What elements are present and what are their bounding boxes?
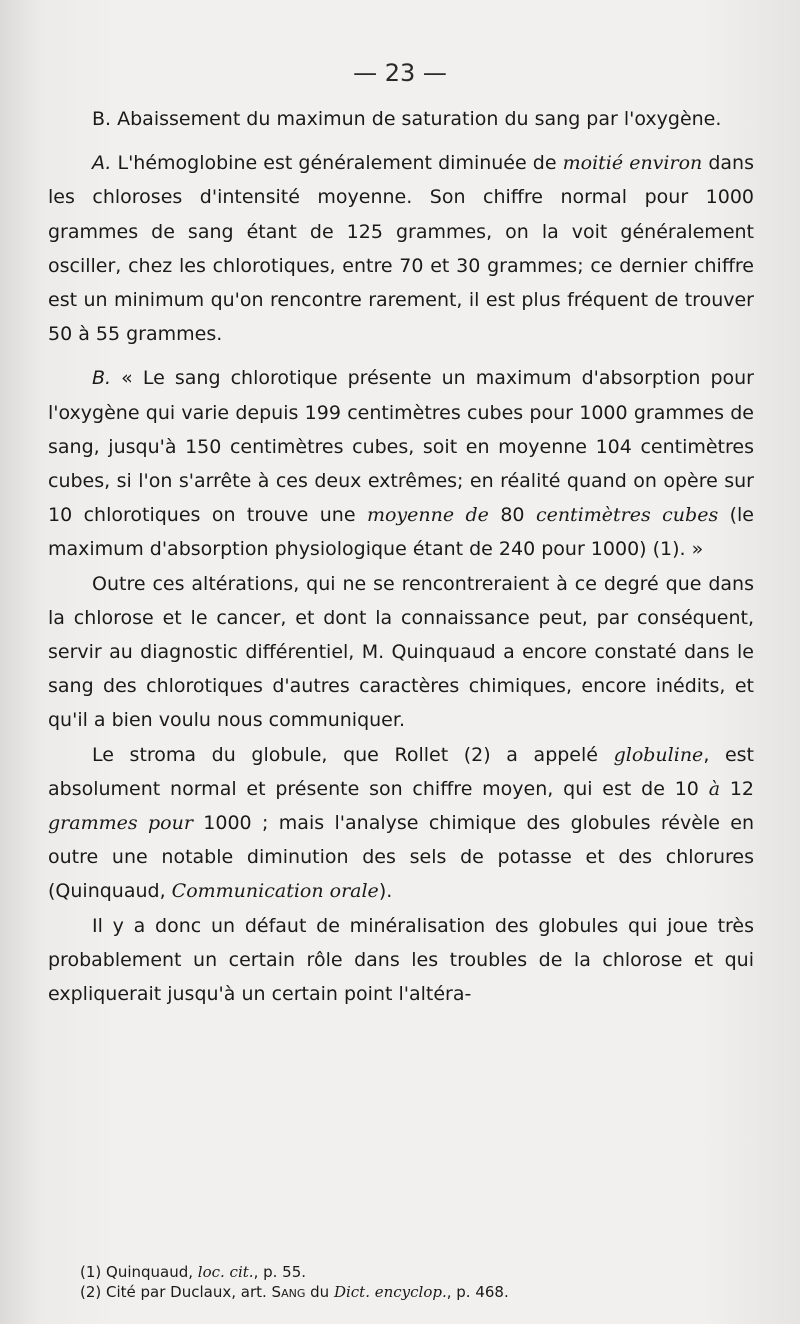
italic-run: globuline bbox=[613, 743, 704, 766]
text-run: , p. 468. bbox=[446, 1283, 509, 1301]
italic-run: loc. cit. bbox=[197, 1263, 254, 1281]
page-body bbox=[48, 102, 754, 1011]
text-run: dans les chloroses d'intensité moyenne. Son chiffre normal pour 1000 grammes de sang étant de 125 grammes, on la voit généralement osciller, chez les chlorotiques, entre 70 et 30 grammes; ce dernier chiffre est un minimum qu'on rencontre rarement, il est plus fréquent de trouver 50 à 55 grammes. bbox=[48, 152, 755, 346]
text-run: 1000 ; mais l'analyse chimique des globules révèle en outre une notable diminution des sels de potasse et des chlorures (Quinquaud, bbox=[48, 812, 754, 903]
paragraph-label: B. bbox=[92, 367, 112, 390]
paragraph-alterations: Outre ces altérations, qui ne se rencontreraient à ce degré que dans la chlorose et le cancer, et dont la connaissance peut, par conséquent, servir au diagnostic différentiel, M. Quinquaud a encore constaté dans le sang des chlorotiques d'autres caractères chimiques, encore inédits, et qu'il a bien voulu nous communiquer. bbox=[48, 572, 754, 732]
text-run: (le maximum d'absorption physiologique étant de 240 pour 1000) (1). » bbox=[48, 504, 754, 561]
text-run: du bbox=[305, 1283, 334, 1301]
text-run: , est absolument normal et présente son chiffre moyen, qui est de 10 bbox=[48, 743, 755, 800]
italic-run: moyenne de bbox=[366, 504, 489, 527]
paragraph-label: A. bbox=[92, 152, 112, 175]
italic-run: à bbox=[708, 777, 721, 800]
text-run: 80 bbox=[488, 504, 536, 527]
text-run: L'hémoglobine est généralement diminuée de bbox=[111, 152, 563, 175]
text-run: ). bbox=[378, 880, 393, 903]
italic-run: grammes pour bbox=[48, 812, 193, 835]
paragraph-a-hemoglobin bbox=[48, 146, 754, 351]
paragraph-stroma bbox=[48, 738, 754, 909]
small-caps-run: Sang bbox=[271, 1283, 306, 1301]
text-run: , p. 55. bbox=[253, 1263, 307, 1281]
italic-run: Communication orale bbox=[171, 880, 379, 903]
text-run: (2) Cité par Duclaux, art. bbox=[80, 1283, 272, 1301]
footnote-1 bbox=[80, 1262, 740, 1282]
paragraph-mineralisation: Il y a donc un défaut de minéralisation des globules qui joue très probablement un certain rôle dans les troubles de la chlorose et qui expliquerait jusqu'à un certain point l'altéra- bbox=[48, 914, 754, 1006]
page-number: — 23 — bbox=[353, 59, 447, 87]
paragraph-heading-b: B. Abaissement du maximun de saturation du sang par l'oxygène. bbox=[92, 108, 722, 130]
footnotes bbox=[80, 1262, 740, 1302]
text-run: 12 bbox=[720, 777, 754, 800]
text-run: (1) Quinquaud, bbox=[80, 1263, 198, 1281]
italic-run: centimètres cubes bbox=[535, 504, 719, 527]
paragraph-b-oxygen-absorption bbox=[48, 361, 754, 566]
italic-run: Dict. encyclop. bbox=[333, 1283, 447, 1301]
text-run: Le stroma du globule, que Rollet (2) a appelé bbox=[92, 743, 614, 766]
italic-run: moitié environ bbox=[562, 152, 703, 175]
footnote-2 bbox=[80, 1282, 740, 1302]
text-run: « Le sang chlorotique présente un maximum d'absorption pour l'oxygène qui varie depuis 199 centimètres cubes pour 1000 grammes de sang, jusqu'à 150 centimètres cubes, soit en moyenne 104 centimètres cubes, si l'on s'arrête à ces deux extrêmes; en réalité quand on opère sur 10 chlorotiques on trouve une bbox=[48, 367, 754, 527]
